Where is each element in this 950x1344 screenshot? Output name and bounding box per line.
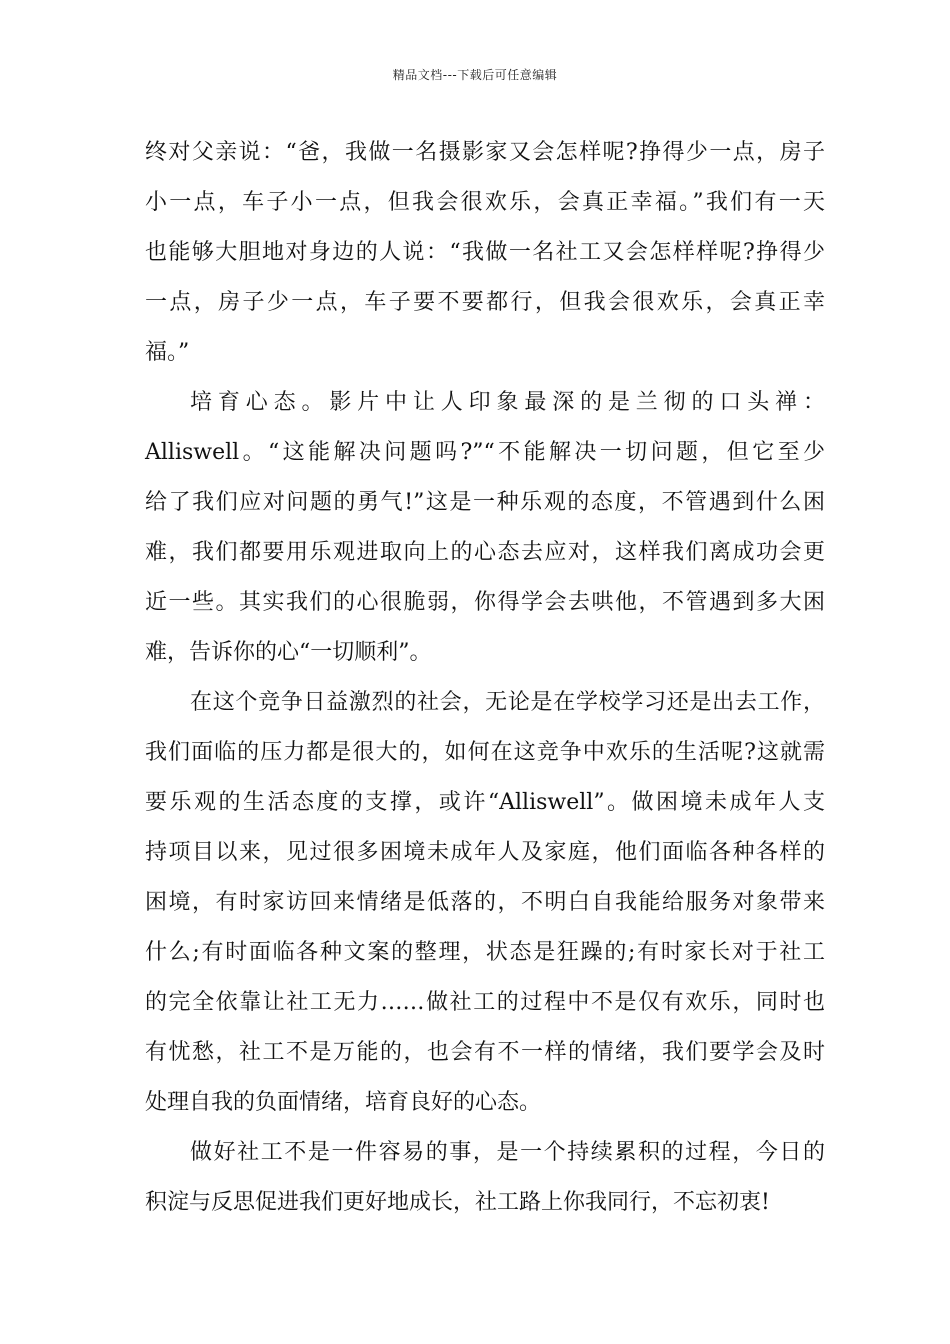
- paragraph-1-line-5: 福。”: [145, 340, 190, 365]
- paragraph-1-line-1: 终对父亲说：“爸，我做一名摄影家又会怎样呢?挣得少一点，房子: [145, 140, 825, 165]
- paragraph-3-line-7: 的完全依靠让社工无力……做社工的过程中不是仅有欢乐，同时也: [145, 990, 825, 1015]
- paragraph-3-line-2: 我们面临的压力都是很大的，如何在这竞争中欢乐的生活呢?这就需: [145, 740, 825, 765]
- paragraph-3-line-9: 处理自我的负面情绪，培育良好的心态。: [145, 1090, 542, 1115]
- paragraph-3-line-8: 有忧愁，社工不是万能的，也会有不一样的情绪，我们要学会及时: [145, 1040, 825, 1065]
- paragraph-3-line-4: 持项目以来，见过很多困境未成年人及家庭，他们面临各种各样的: [145, 840, 825, 865]
- paragraph-3-line-1: 在这个竞争日益激烈的社会，无论是在学校学习还是出去工作，: [190, 690, 825, 715]
- paragraph-2-line-5: 近一些。其实我们的心很脆弱，你得学会去哄他，不管遇到多大困: [145, 590, 825, 615]
- paragraph-2-line-1: 培育心态。影片中让人印象最深的是兰彻的口头禅：: [190, 390, 825, 415]
- paragraph-1-line-3: 也能够大胆地对身边的人说：“我做一名社工又会怎样样呢?挣得少: [145, 240, 825, 265]
- paragraph-3-line-5: 困境，有时家访回来情绪是低落的，不明白自我能给服务对象带来: [145, 890, 825, 915]
- paragraph-2-line-2: Alliswell。“这能解决问题吗?”“不能解决一切问题，但它至少: [145, 440, 825, 465]
- paragraph-2-line-6: 难，告诉你的心“一切顺利”。: [145, 640, 432, 665]
- paragraph-4-line-2: 积淀与反思促进我们更好地成长，社工路上你我同行，不忘初衷!: [145, 1190, 770, 1215]
- paragraph-2-line-3: 给了我们应对问题的勇气!”这是一种乐观的态度，不管遇到什么困: [145, 490, 825, 515]
- paragraph-3-line-6: 什么;有时面临各种文案的整理，状态是狂躁的;有时家长对于社工: [145, 940, 825, 965]
- paragraph-2-line-4: 难，我们都要用乐观进取向上的心态去应对，这样我们离成功会更: [145, 540, 825, 565]
- paragraph-4-line-1: 做好社工不是一件容易的事，是一个持续累积的过程，今日的: [190, 1140, 825, 1165]
- paragraph-1-line-2: 小一点，车子小一点，但我会很欢乐，会真正幸福。”我们有一天: [145, 190, 825, 215]
- page-header: 精品文档---下载后可任意编辑: [392, 68, 558, 82]
- paragraph-3-line-3: 要乐观的生活态度的支撑，或许“Alliswell”。做困境未成年人支: [145, 790, 825, 815]
- paragraph-1-line-4: 一点，房子少一点，车子要不要都行，但我会很欢乐，会真正幸: [145, 290, 825, 315]
